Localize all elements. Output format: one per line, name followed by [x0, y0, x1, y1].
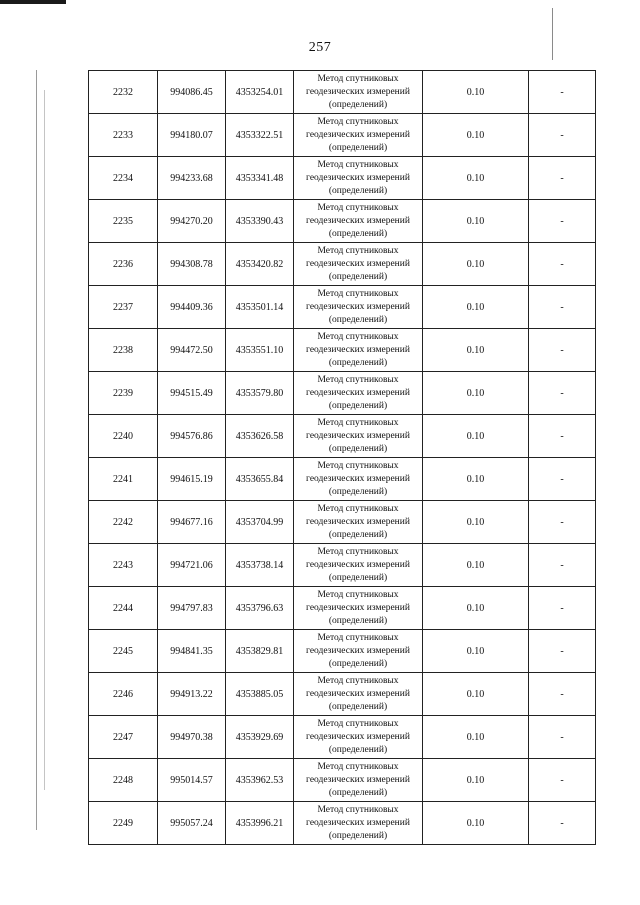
accuracy-cell: 0.10 [423, 458, 529, 501]
method-line: (определений) [328, 99, 388, 110]
method-line: Метод спутниковых [317, 503, 399, 514]
method-line: геодезических измерений [306, 301, 410, 312]
method-line: Метод спутниковых [317, 116, 399, 127]
method-line: (определений) [328, 529, 388, 540]
method-line: (определений) [328, 443, 388, 454]
description-cell: - [529, 544, 596, 587]
table-row [89, 415, 596, 458]
method-cell [294, 243, 423, 286]
accuracy-cell: 0.10 [423, 673, 529, 716]
accuracy-cell: 0.10 [423, 716, 529, 759]
description-cell: - [529, 673, 596, 716]
method-line: геодезических измерений [306, 430, 410, 441]
x-coordinate-cell: 994913.22 [158, 673, 226, 716]
y-coordinate-cell: 4353341.48 [226, 157, 294, 200]
method-line: (определений) [328, 314, 388, 325]
y-coordinate-cell: 4353704.99 [226, 501, 294, 544]
method-line: (определений) [328, 572, 388, 583]
description-cell: - [529, 286, 596, 329]
description-cell: - [529, 114, 596, 157]
method-line: (определений) [328, 357, 388, 368]
method-line: геодезических измерений [306, 602, 410, 613]
method-line: Метод спутниковых [317, 460, 399, 471]
method-line: геодезических измерений [306, 86, 410, 97]
table-row [89, 458, 596, 501]
x-coordinate-cell: 994233.68 [158, 157, 226, 200]
y-coordinate-cell: 4353579.80 [226, 372, 294, 415]
method-line: геодезических измерений [306, 172, 410, 183]
method-line: геодезических измерений [306, 645, 410, 656]
method-line: (определений) [328, 830, 388, 841]
method-line: (определений) [328, 142, 388, 153]
method-line: Метод спутниковых [317, 632, 399, 643]
accuracy-cell: 0.10 [423, 415, 529, 458]
y-coordinate-cell: 4353322.51 [226, 114, 294, 157]
accuracy-cell: 0.10 [423, 114, 529, 157]
description-cell: - [529, 458, 596, 501]
method-line: геодезических измерений [306, 731, 410, 742]
method-line: Метод спутниковых [317, 761, 399, 772]
method-line: геодезических измерений [306, 258, 410, 269]
method-line: геодезических измерений [306, 387, 410, 398]
y-coordinate-cell: 4353551.10 [226, 329, 294, 372]
x-coordinate-cell: 994721.06 [158, 544, 226, 587]
method-line: (определений) [328, 271, 388, 282]
description-cell: - [529, 329, 596, 372]
description-cell: - [529, 501, 596, 544]
accuracy-cell: 0.10 [423, 71, 529, 114]
method-cell [294, 415, 423, 458]
method-line: (определений) [328, 400, 388, 411]
method-line: геодезических измерений [306, 344, 410, 355]
point-number-cell: 2237 [89, 286, 158, 329]
table-row [89, 372, 596, 415]
table-row [89, 71, 596, 114]
method-cell [294, 157, 423, 200]
x-coordinate-cell: 994308.78 [158, 243, 226, 286]
point-number-cell: 2249 [89, 802, 158, 845]
method-line: (определений) [328, 658, 388, 669]
x-coordinate-cell: 994970.38 [158, 716, 226, 759]
x-coordinate-cell: 994677.16 [158, 501, 226, 544]
method-line: (определений) [328, 787, 388, 798]
table-row [89, 587, 596, 630]
point-number-cell: 2235 [89, 200, 158, 243]
point-number-cell: 2244 [89, 587, 158, 630]
method-line: геодезических измерений [306, 516, 410, 527]
y-coordinate-cell: 4353885.05 [226, 673, 294, 716]
point-number-cell: 2238 [89, 329, 158, 372]
table-row [89, 716, 596, 759]
point-number-cell: 2240 [89, 415, 158, 458]
y-coordinate-cell: 4353254.01 [226, 71, 294, 114]
x-coordinate-cell: 994797.83 [158, 587, 226, 630]
accuracy-cell: 0.10 [423, 587, 529, 630]
description-cell: - [529, 630, 596, 673]
point-number-cell: 2243 [89, 544, 158, 587]
accuracy-cell: 0.10 [423, 286, 529, 329]
y-coordinate-cell: 4353929.69 [226, 716, 294, 759]
method-line: (определений) [328, 701, 388, 712]
method-line: геодезических измерений [306, 688, 410, 699]
y-coordinate-cell: 4353738.14 [226, 544, 294, 587]
method-line: (определений) [328, 615, 388, 626]
method-line: Метод спутниковых [317, 159, 399, 170]
method-line: Метод спутниковых [317, 374, 399, 385]
x-coordinate-cell: 994615.19 [158, 458, 226, 501]
method-line: геодезических измерений [306, 473, 410, 484]
method-line: Метод спутниковых [317, 331, 399, 342]
point-number-cell: 2248 [89, 759, 158, 802]
method-cell [294, 501, 423, 544]
table-row [89, 759, 596, 802]
table-row [89, 802, 596, 845]
method-cell [294, 71, 423, 114]
method-line: Метод спутниковых [317, 804, 399, 815]
scan-artifact-mark [0, 0, 66, 4]
method-cell [294, 458, 423, 501]
y-coordinate-cell: 4353626.58 [226, 415, 294, 458]
point-number-cell: 2239 [89, 372, 158, 415]
accuracy-cell: 0.10 [423, 243, 529, 286]
method-line: Метод спутниковых [317, 288, 399, 299]
accuracy-cell: 0.10 [423, 630, 529, 673]
x-coordinate-cell: 994180.07 [158, 114, 226, 157]
method-cell [294, 372, 423, 415]
method-cell [294, 802, 423, 845]
description-cell: - [529, 200, 596, 243]
x-coordinate-cell: 995057.24 [158, 802, 226, 845]
method-line: геодезических измерений [306, 817, 410, 828]
method-cell [294, 286, 423, 329]
table-row [89, 673, 596, 716]
method-cell [294, 759, 423, 802]
accuracy-cell: 0.10 [423, 157, 529, 200]
accuracy-cell: 0.10 [423, 372, 529, 415]
point-number-cell: 2233 [89, 114, 158, 157]
method-cell [294, 544, 423, 587]
point-number-cell: 2245 [89, 630, 158, 673]
method-line: Метод спутниковых [317, 589, 399, 600]
y-coordinate-cell: 4353390.43 [226, 200, 294, 243]
y-coordinate-cell: 4353655.84 [226, 458, 294, 501]
point-number-cell: 2236 [89, 243, 158, 286]
x-coordinate-cell: 994270.20 [158, 200, 226, 243]
x-coordinate-cell: 994086.45 [158, 71, 226, 114]
description-cell: - [529, 71, 596, 114]
description-cell: - [529, 372, 596, 415]
point-number-cell: 2246 [89, 673, 158, 716]
method-line: Метод спутниковых [317, 718, 399, 729]
description-cell: - [529, 157, 596, 200]
table-row [89, 200, 596, 243]
method-line: Метод спутниковых [317, 417, 399, 428]
table-row [89, 544, 596, 587]
coordinates-table [88, 70, 596, 845]
point-number-cell: 2241 [89, 458, 158, 501]
method-line: Метод спутниковых [317, 546, 399, 557]
coordinates-table-body [89, 71, 596, 845]
y-coordinate-cell: 4353829.81 [226, 630, 294, 673]
description-cell: - [529, 716, 596, 759]
method-line: Метод спутниковых [317, 675, 399, 686]
y-coordinate-cell: 4353962.53 [226, 759, 294, 802]
method-cell [294, 716, 423, 759]
description-cell: - [529, 243, 596, 286]
x-coordinate-cell: 995014.57 [158, 759, 226, 802]
x-coordinate-cell: 994576.86 [158, 415, 226, 458]
x-coordinate-cell: 994409.36 [158, 286, 226, 329]
method-line: геодезических измерений [306, 559, 410, 570]
table-row [89, 114, 596, 157]
description-cell: - [529, 802, 596, 845]
accuracy-cell: 0.10 [423, 200, 529, 243]
method-cell [294, 329, 423, 372]
x-coordinate-cell: 994472.50 [158, 329, 226, 372]
y-coordinate-cell: 4353996.21 [226, 802, 294, 845]
method-line: (определений) [328, 228, 388, 239]
x-coordinate-cell: 994841.35 [158, 630, 226, 673]
point-number-cell: 2242 [89, 501, 158, 544]
y-coordinate-cell: 4353420.82 [226, 243, 294, 286]
scan-artifact-line-left [36, 70, 37, 830]
point-number-cell: 2247 [89, 716, 158, 759]
method-line: (определений) [328, 185, 388, 196]
method-line: Метод спутниковых [317, 73, 399, 84]
description-cell: - [529, 759, 596, 802]
method-line: геодезических измерений [306, 215, 410, 226]
table-row [89, 630, 596, 673]
method-line: геодезических измерений [306, 129, 410, 140]
description-cell: - [529, 587, 596, 630]
accuracy-cell: 0.10 [423, 501, 529, 544]
table-row [89, 286, 596, 329]
page-number: 257 [308, 40, 332, 55]
method-cell [294, 673, 423, 716]
accuracy-cell: 0.10 [423, 802, 529, 845]
table-row [89, 501, 596, 544]
method-line: (определений) [328, 744, 388, 755]
method-line: Метод спутниковых [317, 245, 399, 256]
point-number-cell: 2234 [89, 157, 158, 200]
method-line: геодезических измерений [306, 774, 410, 785]
method-cell [294, 630, 423, 673]
table-row [89, 243, 596, 286]
table-row [89, 329, 596, 372]
description-cell: - [529, 415, 596, 458]
method-line: (определений) [328, 486, 388, 497]
y-coordinate-cell: 4353501.14 [226, 286, 294, 329]
scan-artifact-line-left-secondary [44, 90, 45, 790]
table-row [89, 157, 596, 200]
accuracy-cell: 0.10 [423, 759, 529, 802]
method-cell [294, 200, 423, 243]
point-number-cell: 2232 [89, 71, 158, 114]
method-line: Метод спутниковых [317, 202, 399, 213]
x-coordinate-cell: 994515.49 [158, 372, 226, 415]
y-coordinate-cell: 4353796.63 [226, 587, 294, 630]
method-cell [294, 114, 423, 157]
accuracy-cell: 0.10 [423, 329, 529, 372]
method-cell [294, 587, 423, 630]
accuracy-cell: 0.10 [423, 544, 529, 587]
